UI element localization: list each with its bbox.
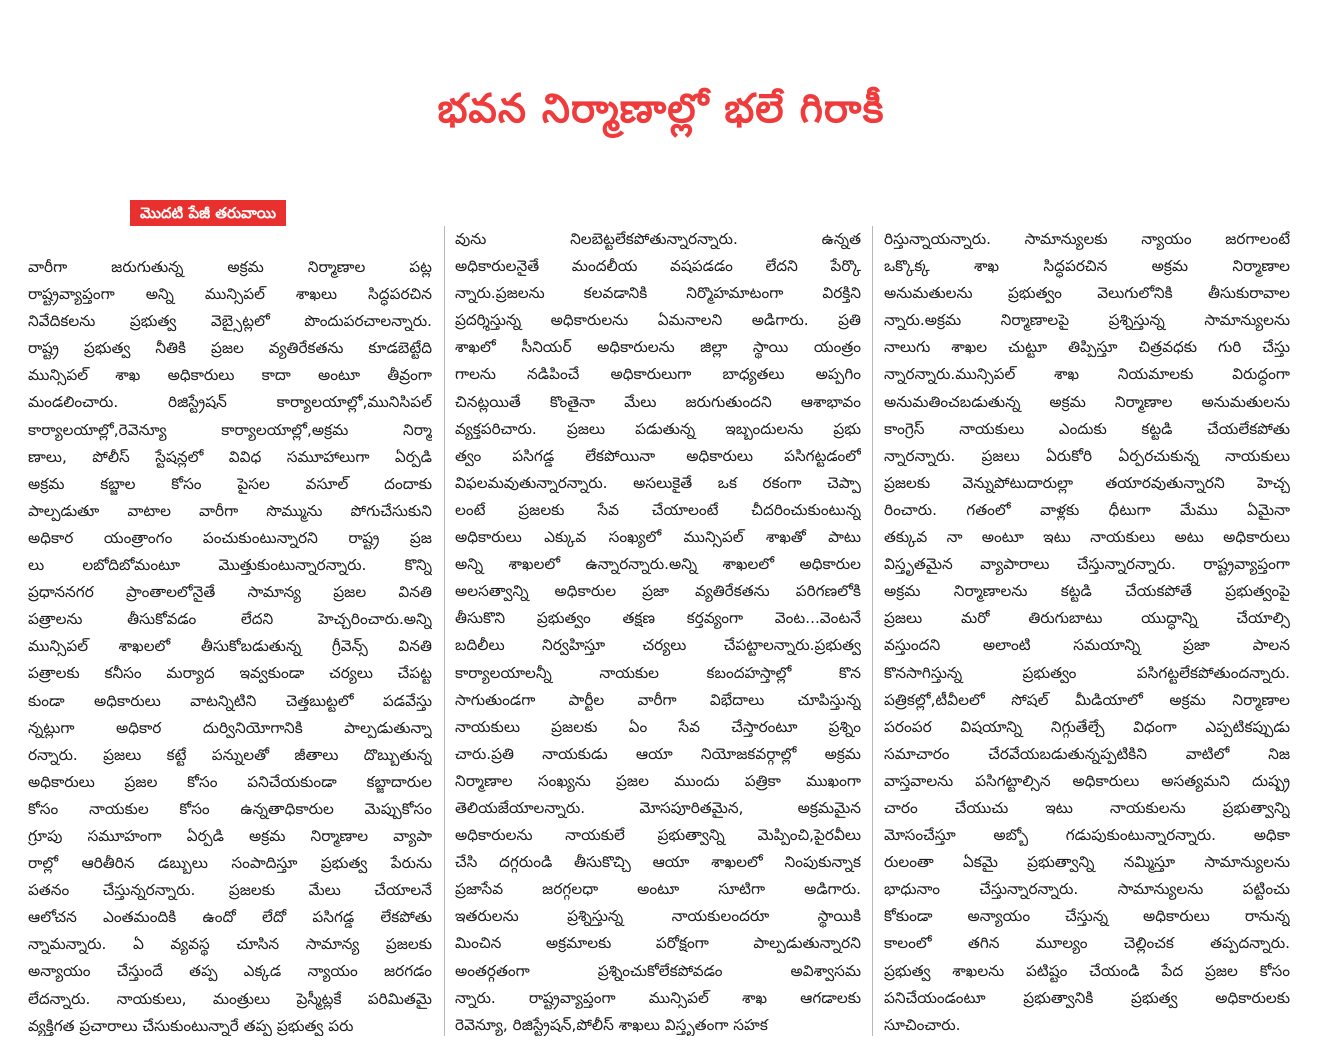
article-column-3 <box>884 226 1290 1036</box>
article-line: భాధునాం చేస్తున్నారన్నారు. సామాన్యులను పట్టించు <box>884 880 1290 899</box>
article-line: కోకుండా అన్యాయం చేస్తున్న అధికారులు రానున్న <box>884 907 1290 926</box>
article-line: మించిన అక్రమాలకు పరోక్షంగా పాల్పడుతున్నారని <box>455 934 861 953</box>
article-line: మున్సిపల్ శాఖలలో తీసుకోబడుతున్న గ్రీవెన్స్ వినతి <box>28 637 432 656</box>
article-line: న్నారు.అక్రమ నిర్మాణాలపై ప్రశ్నిస్తున్న సామాన్యులను <box>884 311 1290 330</box>
article-line: అనుమతులను ప్రభుత్వం వెలుగులోనికి తీసుకురావాల <box>884 284 1290 303</box>
article-line: వ్యక్తపరిచారు. ప్రజలు పడుతున్న ఇబ్బందులను ప్రభు <box>455 419 861 438</box>
article-line: అధికారులను నాయకులే ప్రభుత్వాన్ని మెప్పించి,పైరవీలు <box>455 826 861 845</box>
article-line: పాల్పడుతూ వాటాల వారీగా సొమ్మును పోగుచేసుకుని <box>28 501 432 520</box>
article-line: శాఖలో సీనియర్ అధికారులను జిల్లా స్థాయి యంత్రం <box>455 338 861 357</box>
article-line: విస్తృతమైన వ్యాపారాలు చేస్తున్నారన్నారు. రాష్ట్రవ్యాప్తంగా <box>884 555 1290 574</box>
article-line: తీసుకొని ప్రభుత్వం తక్షణ కర్తవ్యంగా వెంట...వెంటనే <box>455 609 861 628</box>
continuation-tag: మొదటి పేజీ తరువాయి <box>130 200 286 226</box>
article-line: గ్రూపు సమూహంగా ఏర్పడి అక్రమ నిర్మాణాల వ్యాపా <box>28 826 432 845</box>
article-line: వును నిలబెట్టలేకపోతున్నారన్నారు. ఉన్నత <box>455 230 861 248</box>
article-line: గాలను నడిపించే అధికారులుగా బాధ్యతలు అప్పగిం <box>455 365 861 384</box>
article-line: సాగుతుండగా పార్టీల వారీగా విభేదాలు చూపిస్తున్న <box>455 690 861 709</box>
article-line: చినట్లయితే కొంతైనా మేలు జరుగుతుందని ఆశాభావం <box>455 392 861 411</box>
article-line: న్నారన్నారు.మున్సిపల్ శాఖ నియమాలకు విరుద్ధంగా <box>884 365 1290 384</box>
article-line: నాలుగు శాఖల చుట్టూ తిప్పిస్తూ చిత్రవధకు గురి చేస్తు <box>884 338 1290 357</box>
column-divider-2 <box>872 226 873 1036</box>
column-divider-1 <box>444 226 445 1036</box>
article-line: న్నామన్నారు. ఏ వ్యవస్థ చూసిన సామాన్య ప్రజలకు <box>28 935 432 954</box>
article-line: అలసత్వాన్ని అధికారుల ప్రజా వ్యతిరేకతను పరిగణలోకి <box>455 582 861 601</box>
article-line: ణాలు, పోలీస్ స్టేషన్లలో వివిధ సమూహాలుగా ఏర్పడి <box>28 447 432 466</box>
article-line: అధికారులు ఎక్కువ సంఖ్యలో మున్సిపల్ శాఖతో పాటు <box>455 528 861 547</box>
article-line: కార్యాలయాల్లో,రెవెన్యూ కార్యాలయాల్లో,అక్రమ నిర్మా <box>28 420 432 439</box>
article-line: వారీగా జరుగుతున్న అక్రమ నిర్మాణాల పట్ల <box>28 258 432 276</box>
article-line: కొనసాగిస్తున్న ప్రభుత్వం పసిగట్టలేకపోతుందన్నారు. <box>884 663 1290 682</box>
article-line: అధికార యంత్రాంగం పంచుకుంటున్నారని రాష్ట్ర ప్రజ <box>28 528 432 547</box>
article-line: అక్రమ నిర్మాణాలను కట్టడి చేయకపోతే ప్రభుత్వంపై <box>884 582 1290 601</box>
article-line: ప్రజలకు వెన్నుపోటుదారుల్లా తయారవుతున్నారని హెచ్చ <box>884 473 1290 492</box>
article-line: కాంగ్రెస్ నాయకులు ఎందుకు కట్టడి చేయలేకపోతు <box>884 419 1290 438</box>
article-line: త్వం పసిగడ్డ లేకపోయినా అధికారులు పసిగట్టడంలో <box>455 446 861 465</box>
article-line: లేదన్నారు. నాయకులు, మంత్రులు ప్రెస్మీట్లకే పరిమితమై <box>28 989 432 1008</box>
article-line: ఆలోచన ఎంతమందికి ఉందో లేదో పసిగడ్డ లేకపోతు <box>28 908 432 927</box>
article-line: అధికారులు ప్రజల కోసం పనిచేయకుండా కబ్జాదారుల <box>28 772 432 791</box>
article-line: ప్రజాసేవ జరగ్గలధా అంటూ సూటిగా అడిగారు. <box>455 880 861 899</box>
article-line: మోసంచేస్తూ అబ్బో గడుపుకుంటున్నారన్నారు. అధికా <box>884 826 1290 845</box>
article-line: వాస్తవాలను పసిగట్టాల్సిన అధికారులు అసత్యమని దుష్ప్ర <box>884 771 1290 790</box>
article-line: చేసి దగ్గరుండి తీసుకొచ్చి ఆయా శాఖలలో నింపుకున్నాక <box>455 853 861 872</box>
article-line: అనుమతించబడుతున్న అక్రమ నిర్మాణాల అనుమతులను <box>884 392 1290 411</box>
article-line: రులంతా ఏకమై ప్రభుత్వాన్ని నమ్మిస్తూ సామాన్యులను <box>884 853 1290 872</box>
article-line: మండలించారు. రిజిస్ట్రేషన్ కార్యాలయాల్లో,మునిసిపల్ <box>28 393 432 412</box>
article-line: రెవెన్యూ, రిజిస్ట్రేషన్,పోలీస్ శాఖలు విస్తృతంగా సహక <box>455 1015 768 1034</box>
article-line: బదిలీలు నిర్వహిస్తూ చర్యలు చేపట్టాలన్నారు.ప్రభుత్వ <box>455 636 861 655</box>
article-line: అంతర్గతంగా ప్రశ్నించుకోలేకపోవడం అవిశ్వాసమ <box>455 961 861 980</box>
article-line: ప్రభుత్వ శాఖలను పటిష్టం చేయండి పేద ప్రజల కోసం <box>884 961 1290 980</box>
article-line: కోసం నాయకుల కోసం ఉన్నతాధికారుల మెప్పుకోసం <box>28 799 432 818</box>
article-line: ప్రదర్శిస్తున్న అధికారులను ఏమనాలని అడిగారు. ప్రతి <box>455 311 861 330</box>
article-line: రన్నారు. ప్రజలు కట్టే పన్నులతో జీతాలు దొబ్బుతున్న <box>28 745 432 764</box>
article-line: రిస్తున్నాయన్నారు. సామాన్యులకు న్యాయం జరగాలంటే <box>884 230 1290 248</box>
article-line: కుండా అధికారులు వాటన్నిటిని చెత్తబుట్టలో పడవేస్తు <box>28 691 432 710</box>
article-line: వ్యక్తిగత ప్రచారాలు చేసుకుంటున్నారే తప్ప ప్రభుత్వ పరు <box>28 1016 354 1035</box>
article-line: పత్రికల్లో,టీవీలలో సోషల్ మీడియాలో అక్రమ నిర్మాణాల <box>884 690 1290 709</box>
article-line: అన్ని శాఖలలో ఉన్నారన్నారు.అన్ని శాఖలలో అధికారుల <box>455 555 861 574</box>
article-line: న్నారు.ప్రజలను కలవడానికి నిర్మొహమాటంగా విరక్తిని <box>455 284 861 303</box>
article-line: పరంపర విషయాన్ని నిగ్గుతేల్చే విధంగా ఎప్పటికప్పుడు <box>884 717 1290 736</box>
article-line: సూచించారు. <box>884 1015 961 1034</box>
article-line: పనిచేయండంటూ ప్రభుత్వానికి ప్రభుత్వ అధికారులకు <box>884 988 1290 1007</box>
article-line: కార్యాలయాలన్నీ నాయకుల కబందహస్తాల్లో కొన <box>455 663 861 682</box>
article-line: వస్తుందని అలాంటి సమయాన్ని ప్రజా పాలన <box>884 636 1290 655</box>
article-line: అధికారులనైతే మందలీయ వషపడడం లేదని పేర్కొ <box>455 257 861 276</box>
article-line: నిర్మాణాల సంఖ్యను ప్రజల ముందు పత్రికా ముఖంగా <box>455 771 861 790</box>
article-line: అన్యాయం చేస్తుందే తప్ప ఎక్కడ న్యాయం జరగడం <box>28 962 432 981</box>
article-line: చారు.ప్రతి నాయకుడు ఆయా నియోజకవర్గాల్లో అక్రమ <box>455 744 861 763</box>
article-line: విఫలమవుతున్నారన్నారు. అసలుకైతే ఒక రకంగా చెప్పా <box>455 473 861 492</box>
article-line: పత్రాలను తీసుకోవడం లేదని హెచ్చరించారు.అన్ని <box>28 610 432 629</box>
article-line: మున్సిపల్ శాఖ అధికారులు కాదా అంటూ తీవ్రంగా <box>28 366 432 385</box>
article-line: చారం చేయుచు ఇటు నాయకులను ప్రభుత్వాన్ని <box>884 798 1290 817</box>
article-line: రించారు. గతంలో వాళ్లకు ధీటుగా మేము ఏమైనా <box>884 500 1290 519</box>
article-column-2 <box>455 226 861 1036</box>
article-line: పత్రాలకు కనీసం మర్యాద ఇవ్వకుండా చర్యలు చేపట్ట <box>28 664 432 683</box>
article-line: ఇతరులను ప్రశ్నిస్తున్న నాయకులందరూ స్థాయికి <box>455 907 861 926</box>
article-line: న్నట్లుగా అధికార దుర్వినియోగానికి పాల్పడుతున్నా <box>28 718 432 737</box>
article-line: న్నారన్నారు. ప్రజలు ఏరుకోరి ఏర్పరచుకున్న నాయకులు <box>884 446 1290 465</box>
article-line: కాలంలో తగిన మూల్యం చెల్లించక తప్పదన్నారు. <box>884 934 1290 953</box>
article-line: సమాచారం చేరవేయబడుతున్నప్పటికిని వాటిలో నిజ <box>884 744 1290 763</box>
article-line: తెలియజేయాలన్నారు. మోసపూరితమైన, అక్రమమైన <box>455 798 861 817</box>
article-line: తక్కువ నా అంటూ ఇటు నాయకులు అటు అధికారులు <box>884 528 1290 547</box>
article-line: లంటే ప్రజలకు సేవ చేయాలంటే చీదరించుకుంటున్న <box>455 500 861 519</box>
article-column-1 <box>28 254 432 1036</box>
article-line: ఒక్కొక్క శాఖ సిద్ధపరచిన అక్రమ నిర్మాణాల <box>884 257 1290 276</box>
article-line: నాయకులు ప్రజలకు ఏం సేవ చేస్తారంటూ ప్రశ్నిం <box>455 717 861 736</box>
article-line: రాష్ట్రవ్యాప్తంగా అన్ని మున్సిపల్ శాఖలు సిద్ధపరచిన <box>28 285 432 304</box>
article-line: ప్రజలు మరో తిరుగుబాటు యుద్ధాన్ని చేయాల్సి <box>884 609 1290 628</box>
article-line: నివేదికలను ప్రభుత్వ వెబ్సైట్లలో పొందుపరచాలన్నారు. <box>28 312 432 331</box>
article-line: లు లబోదిబోమంటూ మొత్తుకుంటున్నారన్నారు. కొన్ని <box>28 556 432 575</box>
article-line: న్నారు. రాష్ట్రవ్యాప్తంగా మున్సిపల్ శాఖ ఆగడాలకు <box>455 988 861 1007</box>
article-line: పతనం చేస్తున్నరన్నారు. ప్రజలకు మేలు చేయాలనే <box>28 881 432 900</box>
article-line: ప్రధాననగర ప్రాంతాలలోనైతే సామాన్య ప్రజల వినతి <box>28 583 432 602</box>
headline: భవన నిర్మాణాల్లో భలే గిరాకీ <box>437 86 885 132</box>
article-line: రాష్ట్ర ప్రభుత్వ నీతికి ప్రజల వ్యతిరేకతను కూడబెట్టేది <box>28 339 432 358</box>
article-line: అక్రమ కబ్జాల కోసం పైసల వసూల్ దందాకు <box>28 474 432 493</box>
article-line: రాల్లో ఆరితీరిన డబ్బులు సంపాదిస్తూ ప్రభుత్వ పేరును <box>28 854 432 873</box>
